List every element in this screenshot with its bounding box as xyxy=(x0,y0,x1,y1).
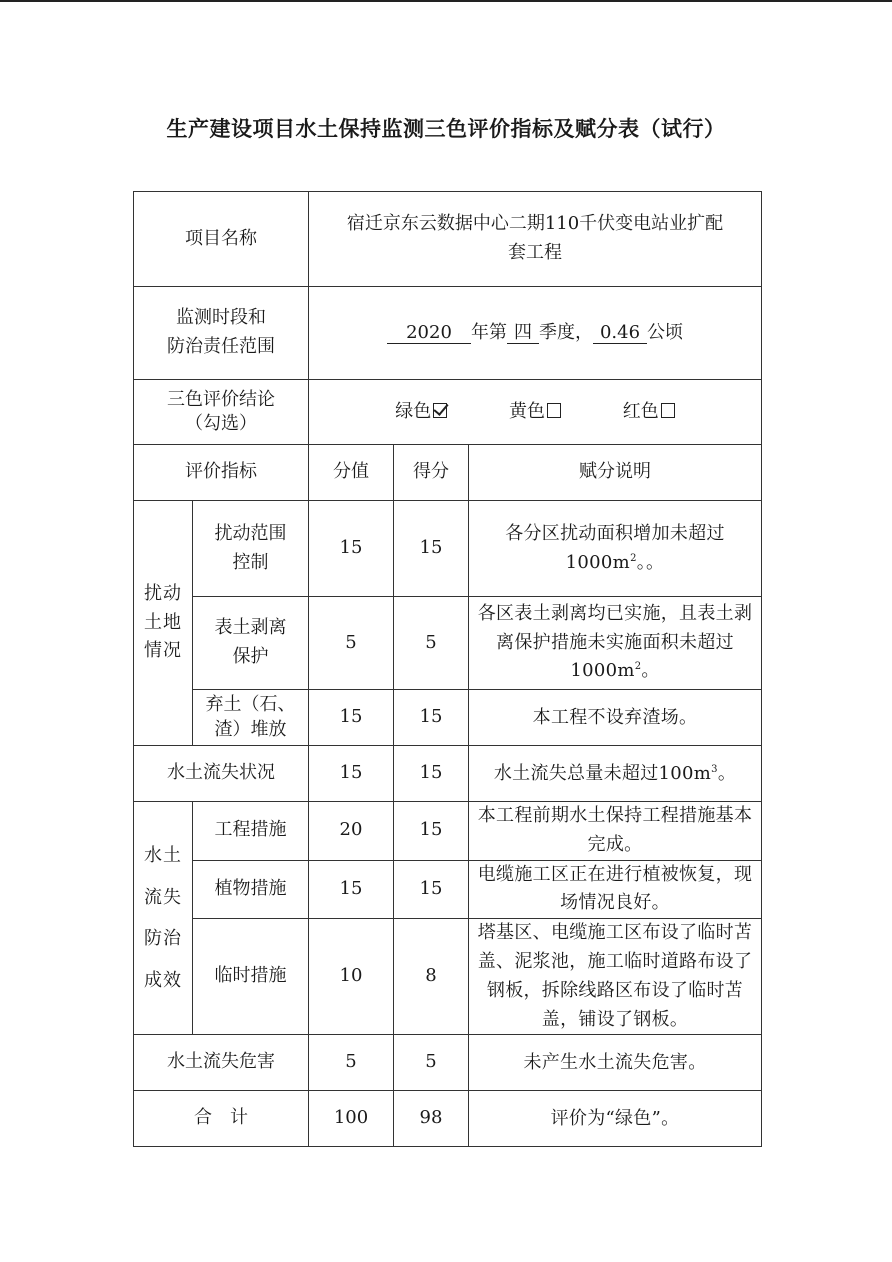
group-line: 防治 xyxy=(144,928,182,950)
monitoring-period-label-line2: 防治责任范围 xyxy=(167,336,275,357)
indicator-line: 扰动范围 xyxy=(214,522,287,544)
indicator-cell xyxy=(193,690,309,746)
header-indicator: 评价指标 xyxy=(134,445,309,501)
total-value: 100 xyxy=(309,1091,394,1147)
conclusion-label-line2: （勾选） xyxy=(185,413,257,434)
value-cell: 15 xyxy=(309,501,394,597)
project-name-line1: 宿迁京东云数据中心二期110千伏变电站业扩配 xyxy=(346,213,724,235)
explanation-cell: 未产生水土流失危害。 xyxy=(469,1035,762,1091)
project-name-row xyxy=(134,192,762,287)
score-cell: 5 xyxy=(394,597,469,690)
group-line: 成效 xyxy=(144,969,182,991)
score-cell: 15 xyxy=(394,690,469,746)
table-row xyxy=(134,746,762,802)
header-explanation: 赋分说明 xyxy=(469,445,762,501)
value-cell: 5 xyxy=(309,1035,394,1091)
indicator-line: 渣）堆放 xyxy=(214,718,287,740)
indicator-line: 弃土（石、 xyxy=(205,694,296,716)
indicator-cell: 临时措施 xyxy=(193,919,309,1035)
table-row xyxy=(134,690,762,746)
header-value: 分值 xyxy=(309,445,394,501)
conclusion-label xyxy=(134,380,309,445)
total-row xyxy=(134,1091,762,1147)
indicator-cell: 水土流失危害 xyxy=(134,1035,309,1091)
year-suffix: 年第 xyxy=(471,321,507,343)
indicator-cell: 水土流失状况 xyxy=(134,746,309,802)
superscript: 2 xyxy=(630,552,637,564)
quarter-suffix: 季度， xyxy=(539,321,593,343)
explanation-cell xyxy=(469,746,762,802)
option-red-label: 红色 xyxy=(622,400,659,422)
value-cell: 20 xyxy=(309,802,394,861)
explanation-text: 各区表土剥离均已实施，且表土剥离保护措施未实施面积未超过1000m xyxy=(477,602,753,682)
indicator-cell: 植物措施 xyxy=(193,860,309,919)
page-title: 生产建设项目水土保持监测三色评价指标及赋分表（试行） xyxy=(166,117,726,141)
explanation-cell: 本工程不设弃渣场。 xyxy=(469,690,762,746)
header-row xyxy=(134,445,762,501)
explanation-cell xyxy=(469,597,762,690)
score-cell: 8 xyxy=(394,919,469,1035)
explanation-cell: 本工程前期水土保持工程措施基本完成。 xyxy=(469,802,762,861)
monitoring-period-row xyxy=(134,287,762,380)
indicator-cell xyxy=(193,501,309,597)
group-line: 流失 xyxy=(144,886,182,908)
conclusion-options xyxy=(309,380,762,445)
evaluation-table xyxy=(133,191,762,1147)
explanation-text: 水土流失总量未超过100m xyxy=(493,762,712,784)
group-line: 水土 xyxy=(144,845,182,867)
value-cell: 15 xyxy=(309,746,394,802)
project-name-line2: 套工程 xyxy=(508,242,562,263)
explanation-text: 各分区扰动面积增加未超过1000m xyxy=(505,522,725,573)
value-cell: 10 xyxy=(309,919,394,1035)
total-score: 98 xyxy=(394,1091,469,1147)
explanation-tail: 。 xyxy=(717,762,737,784)
score-cell: 15 xyxy=(394,860,469,919)
total-label: 合 计 xyxy=(134,1091,309,1147)
table-row xyxy=(134,860,762,919)
indicator-line: 控制 xyxy=(232,551,269,573)
value-cell: 5 xyxy=(309,597,394,690)
explanation-cell xyxy=(469,501,762,597)
quarter-value: 四 xyxy=(507,322,539,345)
table-row xyxy=(134,802,762,861)
group-line: 扰动 xyxy=(144,582,182,604)
area-unit: 公顷 xyxy=(647,321,683,343)
option-red[interactable] xyxy=(623,398,675,427)
year-value: 2020 xyxy=(387,322,471,345)
table-row xyxy=(134,501,762,597)
score-cell: 15 xyxy=(394,501,469,597)
option-green-label: 绿色 xyxy=(395,400,432,422)
superscript: 2 xyxy=(634,661,642,673)
table-row xyxy=(134,1035,762,1091)
explanation-cell: 电缆施工区正在进行植被恢复，现场情况良好。 xyxy=(469,860,762,919)
option-yellow[interactable] xyxy=(509,398,561,427)
option-yellow-label: 黄色 xyxy=(509,400,545,422)
score-cell: 5 xyxy=(394,1035,469,1091)
header-score: 得分 xyxy=(394,445,469,501)
table-row xyxy=(134,597,762,690)
group-line: 土地 xyxy=(144,611,182,633)
score-cell: 15 xyxy=(394,746,469,802)
indicator-line: 保护 xyxy=(232,646,269,667)
option-green[interactable] xyxy=(395,398,447,427)
explanation-tail: 。 xyxy=(641,660,660,682)
table-row xyxy=(134,919,762,1035)
indicator-line: 表土剥离 xyxy=(214,617,287,639)
conclusion-label-line1: 三色评价结论 xyxy=(167,388,275,410)
indicator-cell: 工程措施 xyxy=(193,802,309,861)
explanation-cell: 塔基区、电缆施工区布设了临时苫盖、泥浆池，施工临时道路布设了钢板，拆除线路区布设了临时苫盖，铺设了钢板。 xyxy=(469,919,762,1035)
group-line: 情况 xyxy=(144,640,182,662)
total-explanation: 评价为“绿色”。 xyxy=(469,1091,762,1147)
checked-checkbox-icon[interactable] xyxy=(433,403,447,418)
project-name-label: 项目名称 xyxy=(134,192,309,287)
top-border-line xyxy=(0,0,892,2)
checkbox-icon[interactable] xyxy=(547,403,561,418)
monitoring-period-label-line1: 监测时段和 xyxy=(176,307,266,329)
group-prevention-label xyxy=(134,802,193,1035)
monitoring-period-value xyxy=(309,287,762,380)
area-value: 0.46 xyxy=(593,322,647,345)
value-cell: 15 xyxy=(309,860,394,919)
value-cell: 15 xyxy=(309,690,394,746)
conclusion-row xyxy=(134,380,762,445)
indicator-cell xyxy=(193,597,309,690)
group-disturbance-label xyxy=(134,501,193,746)
project-name-value xyxy=(309,192,762,287)
score-cell: 15 xyxy=(394,802,469,861)
checkbox-icon[interactable] xyxy=(661,403,675,418)
explanation-tail: 。。 xyxy=(636,551,665,573)
superscript: 3 xyxy=(711,763,718,775)
monitoring-period-label xyxy=(134,287,309,380)
